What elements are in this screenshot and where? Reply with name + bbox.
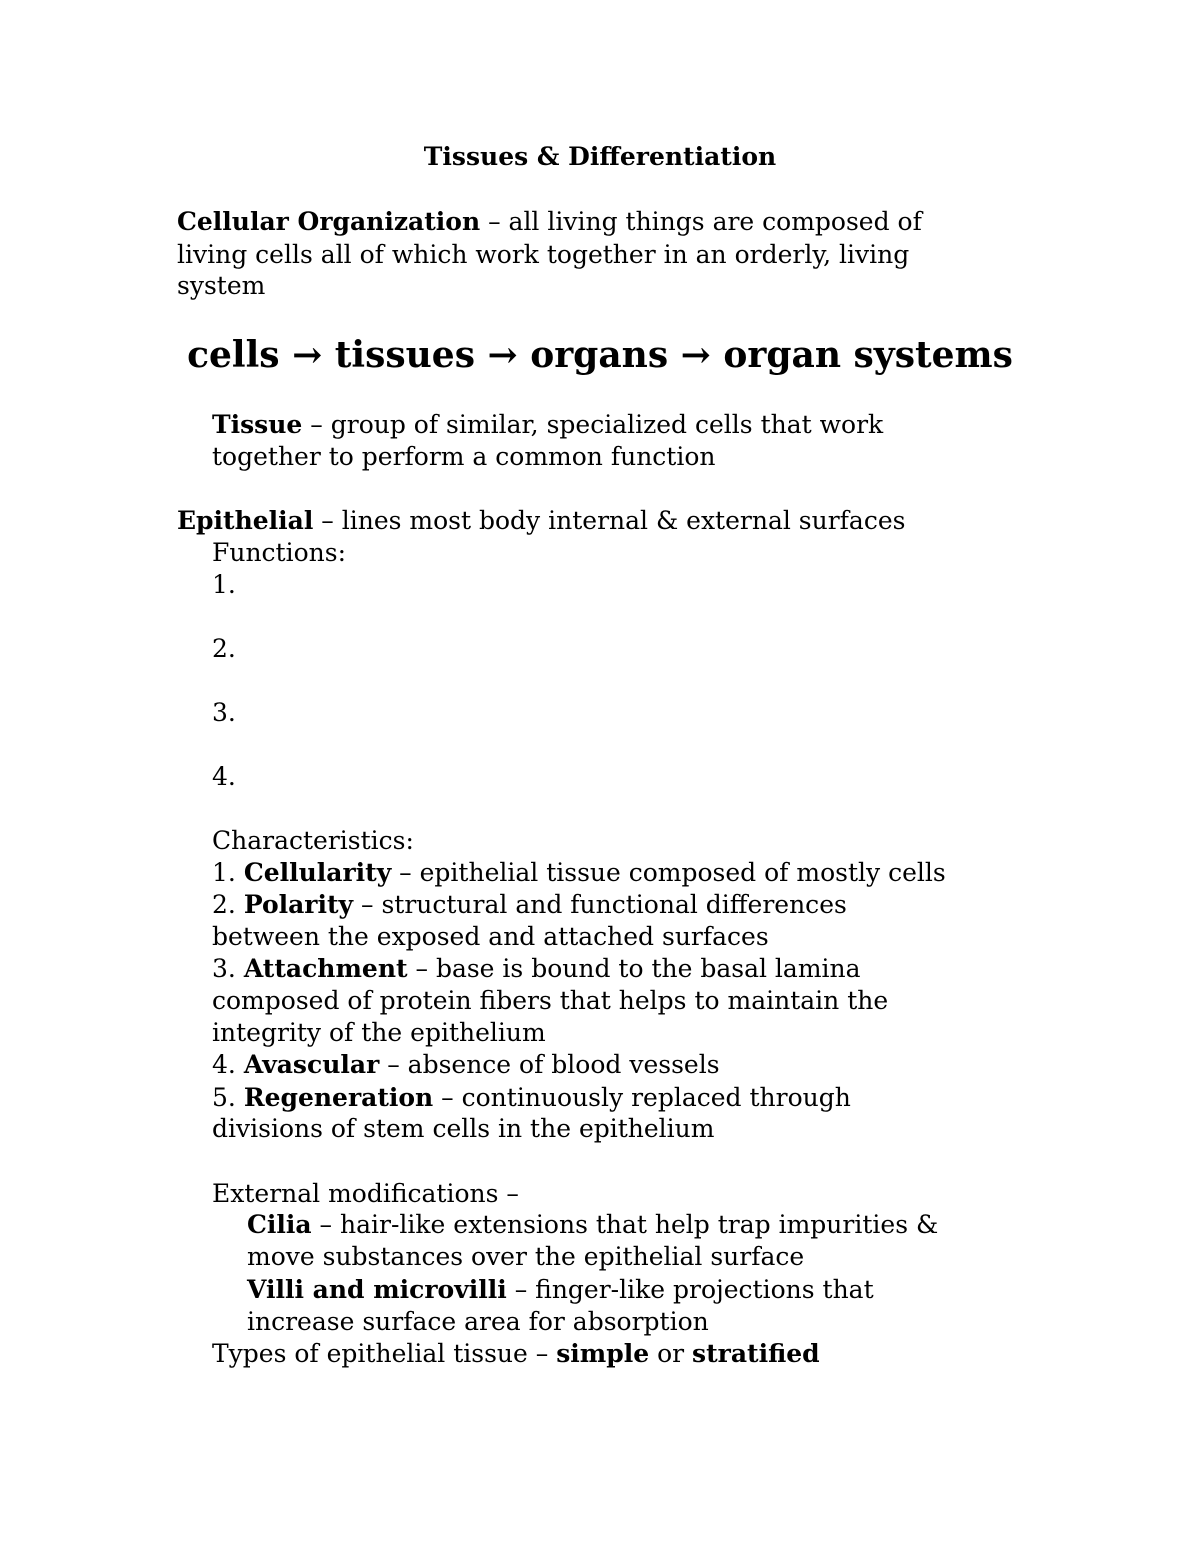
cellular-organization-line1: Cellular Organization – all living things are composed of [177,207,922,236]
hierarchy-flow: cells → tissues → organs → organ systems [187,334,1013,376]
tissue-term: Tissue [212,410,303,439]
villi-line1: Villi and microvilli – finger-like projections that [247,1275,874,1304]
cellular-organization-term: Cellular Organization [177,207,481,236]
function-item-2: 2. [212,634,236,663]
characteristic-item-5-cont: divisions of stem cells in the epithelium [212,1114,715,1143]
characteristics-label: Characteristics: [212,826,414,855]
epithelial-term: Epithelial [177,506,314,535]
cilia-term: Cilia [247,1210,312,1239]
characteristic-item-3-cont1: composed of protein fibers that helps to maintain the [212,986,889,1015]
stratified-term: stratified [692,1339,820,1368]
cilia-line2: move substances over the epithelial surface [247,1242,805,1271]
characteristic-item-5: 5. Regeneration – continuously replaced through [212,1083,851,1112]
functions-label: Functions: [212,538,346,567]
function-item-3: 3. [212,698,236,727]
villi-term: Villi and microvilli [247,1275,507,1304]
characteristic-item-3-cont2: integrity of the epithelium [212,1018,546,1047]
tissue-line2: together to perform a common function [212,442,716,471]
function-item-4: 4. [212,762,236,791]
cilia-line1: Cilia – hair-like extensions that help trap impurities & [247,1210,939,1239]
external-modifications-label: External modifications – [212,1179,519,1208]
characteristic-item-2: 2. Polarity – structural and functional differences [212,890,847,919]
types-line: Types of epithelial tissue – simple or stratified [212,1339,820,1368]
page-title: Tissues & Differentiation [423,142,777,171]
characteristic-item-3: 3. Attachment – base is bound to the basal lamina [212,954,861,983]
cellular-organization-line3: system [177,271,266,300]
characteristic-item-4: 4. Avascular – absence of blood vessels [212,1050,720,1079]
simple-term: simple [556,1339,650,1368]
function-item-1: 1. [212,570,236,599]
tissue-line1: Tissue – group of similar, specialized cells that work [212,410,884,439]
characteristic-item-1: 1. Cellularity – epithelial tissue composed of mostly cells [212,858,946,887]
cellular-organization-line2: living cells all of which work together in an orderly, living [177,240,910,269]
villi-line2: increase surface area for absorption [247,1307,709,1336]
characteristic-item-2-cont: between the exposed and attached surfaces [212,922,769,951]
epithelial-line: Epithelial – lines most body internal & external surfaces [177,506,906,535]
